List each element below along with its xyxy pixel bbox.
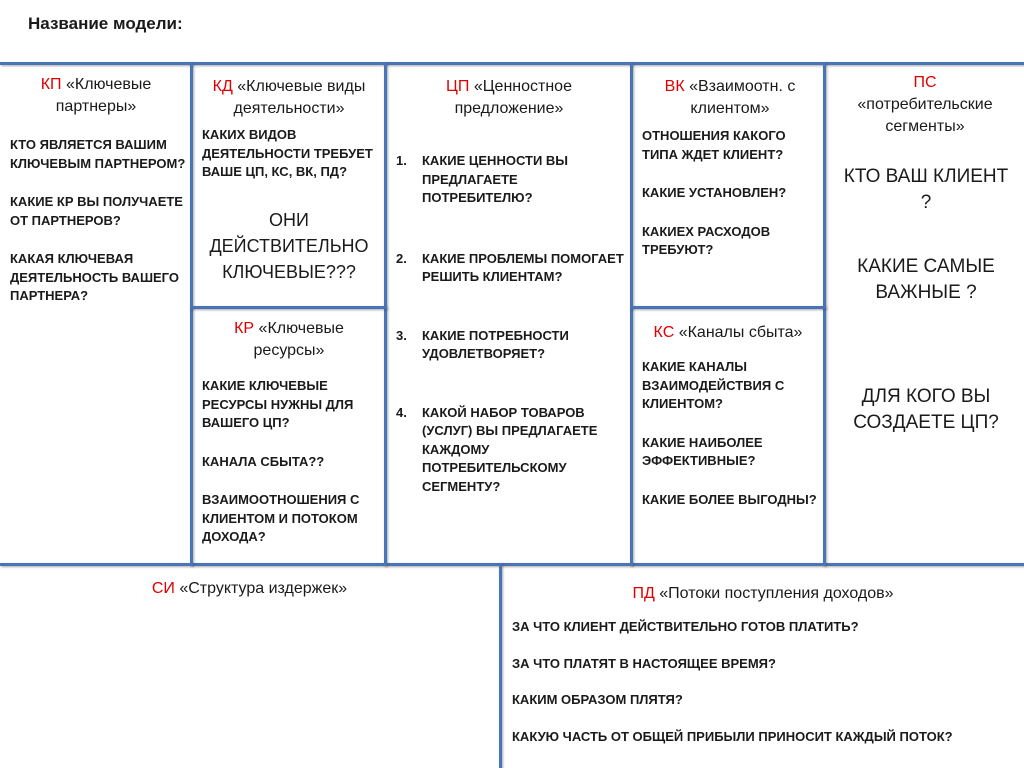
ps-title: «потребительские сегменты» [857,96,993,135]
ps-code: ПС [913,74,937,91]
vk-question-3: КАКИЕХ РАСХОДОВ ТРЕБУЮТ? [642,223,771,257]
pd-question-3: КАКИМ ОБРАЗОМ ПЛЯТЯ? [512,692,683,707]
si-header [0,578,499,600]
ks-header [634,322,822,344]
cp-item-1 [396,152,624,208]
ps-question-1: КТО ВАШ КЛИЕНТ ? [843,166,1009,213]
ps-question-3: ДЛЯ КОГО ВЫ СОЗДАЕТЕ ЦП? [853,386,999,433]
kp-questions [10,136,188,326]
cp-item-2-text: КАКИЕ ПРОБЛЕМЫ ПОМОГАЕТ РЕШИТЬ КЛИЕНТАМ? [422,250,624,284]
cp-header [392,76,626,120]
cp-item-2 [396,250,624,287]
pd-question-2: ЗА ЧТО ПЛАТЯТ В НАСТОЯЩЕЕ ВРЕМЯ? [512,655,776,671]
grid-line-v1 [190,62,193,566]
kp-question-2: КАКИЕ КР ВЫ ПОЛУЧАЕТЕ ОТ ПАРТНЕРОВ? [10,194,183,228]
vk-header [640,76,820,120]
kr-header [200,318,378,362]
vk-code: ВК [664,78,685,95]
cp-item-1-text: КАКИЕ ЦЕННОСТИ ВЫ ПРЕДЛАГАЕТЕ ПОТРЕБИТЕЛЮ? [422,153,569,205]
grid-line-top [0,62,1024,65]
pd-title: «Потоки поступления доходов» [659,585,894,602]
kr-question-1: КАКИЕ КЛЮЧЕВЫЕ РЕСУРСЫ НУЖНЫ ДЛЯ ВАШЕГО ЦП? [202,378,354,430]
kd-code: КД [212,78,233,95]
ks-code: КС [653,324,675,341]
cp-item-3 [396,327,624,364]
kp-question-3: КАКАЯ КЛЮЧЕВАЯ ДЕЯТЕЛЬНОСТЬ ВАШЕГО ПАРТНЕРА? [10,251,179,303]
kr-question-2: КАНАЛА СБЫТА?? [202,453,325,469]
kd-header [196,76,382,120]
si-title: «Структура издержек» [179,580,348,597]
ks-questions [642,358,820,529]
cp-item-1-num: 1. [396,153,407,168]
kp-title: «Ключевые партнеры» [55,76,152,115]
ps-header [830,72,1020,138]
ps-question-2: КАКИЕ САМЫЕ ВАЖНЫЕ ? [857,256,995,303]
pd-header [502,583,1024,605]
pd-question-4: КАКУЮ ЧАСТЬ ОТ ОБЩЕЙ ПРИБЫЛИ ПРИНОСИТ КАЖДЫЙ ПОТОК? [512,728,953,744]
kp-header [6,74,186,118]
cp-item-4-text: КАКОЙ НАБОР ТОВАРОВ (УСЛУГ) ВЫ ПРЕДЛАГАЕТЕ КАЖДОМУ ПОТРЕБИТЕЛЬСКОМУ СЕГМЕНТУ? [422,404,598,494]
kd-emphasis: ОНИ ДЕЙСТВИТЕЛЬНО КЛЮЧЕВЫЕ??? [209,210,369,282]
kr-title: «Ключевые ресурсы» [253,320,344,359]
grid-line-v3 [630,62,633,566]
pd-questions [512,618,1022,764]
ks-question-2: КАКИЕ НАИБОЛЕЕ ЭФФЕКТИВНЫЕ? [642,434,763,468]
grid-line-kd-kr [190,306,387,309]
kr-questions [202,377,380,567]
grid-line-vk-ks [630,306,826,309]
pd-question-1: ЗА ЧТО КЛИЕНТ ДЕЙСТВИТЕЛЬНО ГОТОВ ПЛАТИТЬ? [512,619,859,634]
ks-question-1: КАКИЕ КАНАЛЫ ВЗАИМОДЕЙСТВИЯ С КЛИЕНТОМ? [642,359,785,411]
cp-item-3-text: КАКИЕ ПОТРЕБНОСТИ УДОВЛЕТВОРЯЕТ? [422,327,569,361]
grid-line-v2 [384,62,387,566]
grid-line-v4 [823,62,826,566]
kr-code: КР [234,320,255,337]
vk-question-2: КАКИЕ УСТАНОВЛЕН? [642,185,787,200]
cp-item-4-num: 4. [396,404,407,420]
cp-item-2-num: 2. [396,250,407,266]
kd-question: КАКИХ ВИДОВ ДЕЯТЕЛЬНОСТИ ТРЕБУЕТ ВАШЕ ЦП, КС, ВК, ПД? [202,127,373,179]
pd-code: ПД [632,585,655,602]
model-title: Название модели: [28,14,183,33]
kp-question-1: КТО ЯВЛЯЕТСЯ ВАШИМ КЛЮЧЕВЫМ ПАРТНЕРОМ? [10,137,186,171]
cp-title: «Ценностное предложение» [454,78,572,117]
kp-code: КП [40,76,62,93]
cp-questions [396,152,624,496]
si-code: СИ [151,580,175,597]
vk-questions [642,127,820,280]
vk-title: «Взаимоотн. с клиентом» [689,78,796,117]
ks-question-3: КАКИЕ БОЛЕЕ ВЫГОДНЫ? [642,491,817,507]
kd-title: «Ключевые виды деятельности» [233,78,366,117]
cp-item-4 [396,404,624,497]
ks-title: «Каналы сбыта» [678,324,803,341]
cp-code: ЦП [446,78,470,95]
kr-question-3: ВЗАИМООТНОШЕНИЯ С КЛИЕНТОМ И ПОТОКОМ ДОХОДА? [202,492,360,544]
vk-question-1: ОТНОШЕНИЯ КАКОГО ТИПА ЖДЕТ КЛИЕНТ? [642,128,786,162]
grid-line-middle [0,563,1024,566]
cp-item-3-num: 3. [396,327,407,343]
